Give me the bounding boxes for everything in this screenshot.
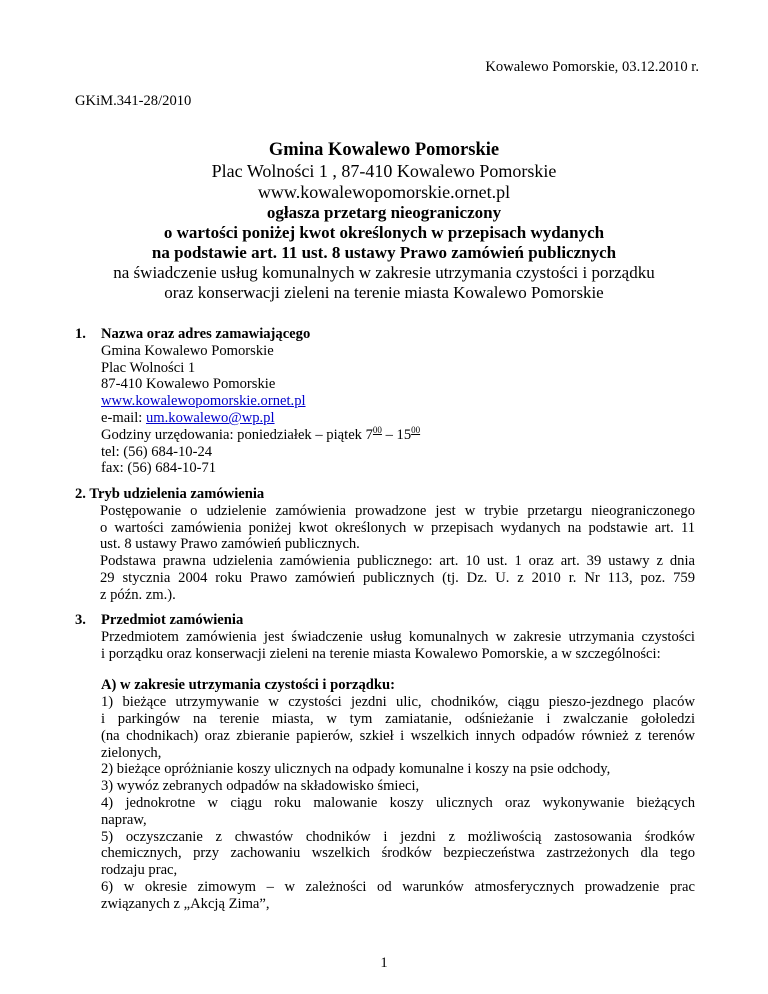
section-3-title — [75, 612, 695, 629]
subsection-a-heading: A) w zakresie utrzymania czystości i porządku: — [101, 677, 395, 694]
section-subject — [75, 612, 695, 913]
fax-number: fax: (56) 684-10-71 — [101, 460, 217, 477]
procedure-paragraph-2-line-1: Podstawa prawna udzielenia zamówienia publicznego: art. 10 ust. 1 oraz art. 39 ustawy z dnia — [100, 553, 695, 570]
organization-website: www.kowalewopomorskie.ornet.pl — [257, 182, 511, 202]
section-1-number: 1. — [75, 326, 86, 342]
item-6-line-2: związanych z „Akcją Zima”, — [101, 895, 270, 912]
procedure-paragraph-1-line-2: o wartości zamówienia poniżej kwot określonych w przepisach wydanych na podstawie art. 11 — [100, 519, 695, 536]
page-number: 1 — [380, 955, 388, 971]
section-3-number: 3. — [75, 612, 86, 628]
hours-start-minutes: 00 — [372, 424, 382, 435]
email-label: e-mail: — [101, 409, 146, 426]
announcement-value-line: o wartości poniżej kwot określonych w przepisach wydanych — [163, 223, 605, 242]
section-contracting-authority — [75, 326, 695, 477]
subject-intro-line-1: Przedmiotem zamówienia jest świadczenie usług komunalnych w zakresie utrzymania czystości — [101, 628, 695, 645]
item-1-line-3: (na chodnikach) oraz zbieranie papierów, szkieł i wszelkich innych odpadów również z terenów — [101, 727, 695, 744]
item-5-line-2: chemicznych, przy zachowaniu wszelkich środków bezpieczeństwa zastrzeżonych dla tego — [101, 845, 695, 862]
item-6-line-1: 6) w okresie zimowym – w zależności od warunków atmosferycznych prowadzenie prac — [101, 878, 695, 895]
procedure-paragraph-2-line-3: z późn. zm.). — [100, 586, 176, 603]
procedure-paragraph-2-line-2: 29 stycznia 2004 roku Prawo zamówień publicznych (tj. Dz. U. z 2010 r. Nr 113, poz. 759 — [100, 569, 695, 586]
section-3-title-text: Przedmiot zamówienia — [101, 612, 244, 628]
hours-separator: – 15 — [381, 426, 412, 443]
announcement-header — [60, 140, 708, 303]
organization-name: Gmina Kowalewo Pomorskie — [268, 140, 500, 160]
subject-line-2: oraz konserwacji zieleni na terenie miasta Kowalewo Pomorskie — [164, 283, 604, 302]
organization-address: Plac Wolności 1 , 87-410 Kowalewo Pomorskie — [211, 161, 557, 181]
item-2: 2) bieżące opróżnianie koszy ulicznych na odpady komunalne i koszy na psie odchody, — [101, 761, 611, 778]
subsection-a — [75, 677, 695, 912]
authority-name: Gmina Kowalewo Pomorskie — [101, 342, 274, 359]
item-1-line-4: zielonych, — [101, 744, 162, 761]
item-1-line-1: 1) bieżące utrzymywanie w czystości jezdni ulic, chodników, ciągu pieszo-jezdnego placów — [101, 694, 695, 711]
section-procedure — [75, 486, 695, 604]
office-hours — [101, 424, 695, 444]
authority-city: 87-410 Kowalewo Pomorskie — [101, 376, 276, 393]
section-1-body — [75, 343, 695, 477]
authority-website-link[interactable]: www.kowalewopomorskie.ornet.pl — [101, 393, 306, 410]
section-2-title — [75, 486, 695, 503]
section-3-intro — [75, 629, 695, 663]
section-1-title — [75, 326, 695, 343]
subject-intro-line-2: i porządku oraz konserwacji zieleni na terenie miasta Kowalewo Pomorskie, a w szczególności: — [101, 645, 661, 662]
phone-number: tel: (56) 684-10-24 — [101, 443, 213, 460]
email-line — [101, 410, 695, 427]
subject-line-1: na świadczenie usług komunalnych w zakresie utrzymania czystości i porządku — [113, 263, 655, 282]
item-4-line-1: 4) jednokrotne w ciągu roku malowanie koszy ulicznych oraz wykonywanie bieżących — [101, 794, 695, 811]
announcement-type: ogłasza przetarg nieograniczony — [266, 203, 502, 222]
item-5-line-1: 5) oczyszczanie z chwastów chodników i jezdni z możliwością zastosowania środków — [101, 828, 695, 845]
item-4-line-2: napraw, — [101, 811, 147, 828]
reference-number: GKiM.341-28/2010 — [75, 93, 192, 109]
procedure-paragraph-1-line-3: ust. 8 ustawy Prawo zamówień publicznych. — [100, 536, 360, 553]
section-2-body — [75, 503, 695, 604]
item-1-line-2: i parkingów na terenie miasta, w tym zamiatanie, odśnieżanie i zwalczanie gołoledzi — [101, 710, 695, 727]
announcement-legal-basis: na podstawie art. 11 ust. 8 ustawy Prawo zamówień publicznych — [151, 243, 617, 262]
section-1-title-text: Nazwa oraz adres zamawiającego — [101, 326, 311, 342]
hours-text: Godziny urzędowania: poniedziałek – piątek 7 — [101, 426, 373, 443]
item-5-line-3: rodzaju prac, — [101, 862, 178, 879]
hours-end-minutes: 00 — [411, 424, 421, 435]
section-2-number: 2. — [75, 486, 86, 502]
section-2-title-text: Tryb udzielenia zamówienia — [89, 486, 265, 502]
place-and-date: Kowalewo Pomorskie, 03.12.2010 r. — [485, 59, 699, 75]
authority-email-link[interactable]: um.kowalewo@wp.pl — [145, 409, 275, 426]
procedure-paragraph-1-line-1: Postępowanie o udzielenie zamówienia prowadzone jest w trybie przetargu nieograniczonego — [100, 502, 695, 519]
authority-street: Plac Wolności 1 — [101, 359, 196, 376]
item-3: 3) wywóz zebranych odpadów na składowisko śmieci, — [101, 778, 420, 795]
